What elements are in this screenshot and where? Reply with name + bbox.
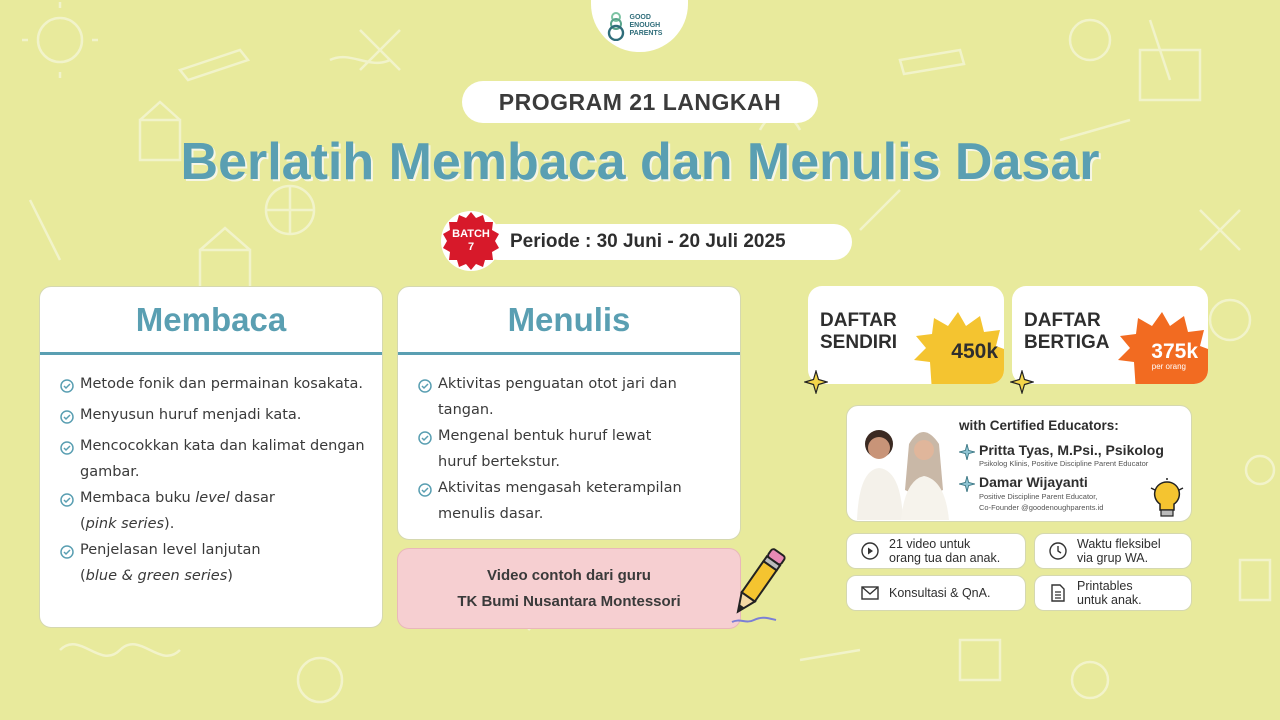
sparkle-icon bbox=[804, 370, 828, 394]
periode-text: Periode : 30 Juni - 20 Juli 2025 bbox=[510, 231, 786, 252]
list-item-text-pre: Membaca buku bbox=[80, 490, 196, 506]
educator-name: Damar Wijayanti bbox=[979, 474, 1088, 490]
educator-desc: Co-Founder @goodenoughparents.id bbox=[979, 503, 1104, 512]
educator-desc: Psikolog Klinis, Positive Discipline Parent Educator bbox=[979, 459, 1149, 468]
menulis-list bbox=[398, 355, 740, 527]
educators-title: with Certified Educators: bbox=[959, 418, 1119, 433]
price-card-bertiga[interactable] bbox=[1012, 286, 1208, 384]
sparkle-icon bbox=[959, 476, 975, 492]
list-item bbox=[418, 371, 740, 423]
list-item bbox=[418, 475, 740, 527]
list-item-text: Mengenal bentuk huruf lewat huruf bertekstur. bbox=[438, 428, 652, 470]
logo-mark-icon bbox=[606, 11, 626, 41]
list-item bbox=[418, 423, 740, 475]
price-card-sendiri[interactable] bbox=[808, 286, 1004, 384]
pencil-icon bbox=[718, 538, 798, 628]
logo-text-line1: GOOD bbox=[629, 14, 651, 21]
list-item-text: Penjelasan level lanjutan (blue & green series) bbox=[80, 542, 261, 584]
list-item-text-main: Penjelasan level lanjutan bbox=[80, 542, 261, 558]
list-item-text: Metode fonik dan permainan kosakata. bbox=[80, 376, 363, 392]
periode-pill bbox=[480, 224, 852, 260]
list-item-text: Mencocokkan kata dan kalimat dengan gambar. bbox=[80, 438, 365, 480]
list-item-text: Menyusun huruf menjadi kata. bbox=[80, 407, 302, 423]
feature-text-line1: Printables bbox=[1077, 579, 1133, 593]
video-icon bbox=[859, 542, 881, 560]
feature-mail bbox=[846, 575, 1026, 611]
check-circle-icon bbox=[60, 485, 80, 537]
batch-badge bbox=[440, 228, 502, 254]
check-circle-icon bbox=[418, 475, 438, 527]
feature-text-line2: orang tua dan anak. bbox=[889, 551, 1001, 565]
brand-logo[interactable] bbox=[591, 0, 688, 52]
lightbulb-icon bbox=[1149, 478, 1185, 522]
feature-clock bbox=[1034, 533, 1192, 569]
feature-text bbox=[1077, 537, 1161, 565]
price-label bbox=[820, 310, 897, 354]
feature-text-line2: via grup WA. bbox=[1077, 551, 1149, 565]
list-item-text: Membaca buku level dasar (pink series). bbox=[80, 490, 275, 532]
video-example-box bbox=[397, 548, 741, 629]
batch-word: BATCH bbox=[452, 228, 490, 240]
educator-desc: Positive Discipline Parent Educator, bbox=[979, 492, 1098, 501]
mail-icon bbox=[859, 586, 881, 600]
list-item-text: Aktivitas penguatan otot jari dan tangan. bbox=[438, 376, 677, 418]
list-item-text-post: dasar bbox=[229, 490, 275, 506]
program-label: PROGRAM 21 LANGKAH bbox=[462, 81, 818, 123]
check-circle-icon bbox=[60, 433, 80, 485]
list-item-text-suffix: ) bbox=[227, 568, 233, 584]
feature-text-line1: Konsultasi & QnA. bbox=[889, 586, 991, 600]
list-item-text-suffix: ). bbox=[164, 516, 175, 532]
price-value: 375k bbox=[1151, 340, 1198, 363]
price-sub: per orang bbox=[1151, 362, 1186, 371]
price-label-line1: DAFTAR bbox=[1024, 310, 1101, 331]
feature-text bbox=[889, 586, 990, 600]
video-line2: TK Bumi Nusantara Montessori bbox=[457, 592, 681, 610]
check-circle-icon bbox=[60, 402, 80, 433]
feature-printables bbox=[1034, 575, 1192, 611]
check-circle-icon bbox=[418, 423, 438, 475]
menulis-card bbox=[397, 286, 741, 540]
list-item-text-series: blue & green series bbox=[85, 568, 228, 584]
logo-text bbox=[630, 14, 674, 38]
price-label-line1: DAFTAR bbox=[820, 310, 897, 331]
video-line1: Video contoh dari guru bbox=[487, 566, 651, 584]
feature-text-line1: 21 video untuk bbox=[889, 537, 971, 551]
document-icon bbox=[1047, 584, 1069, 602]
educators-box bbox=[846, 405, 1192, 522]
price-label bbox=[1024, 310, 1110, 354]
educator-name: Pritta Tyas, M.Psi., Psikolog bbox=[979, 442, 1164, 458]
feature-video bbox=[846, 533, 1026, 569]
feature-text bbox=[1077, 579, 1142, 607]
membaca-card bbox=[39, 286, 383, 628]
page-title: Berlatih Membaca dan Menulis Dasar bbox=[180, 133, 1100, 191]
logo-text-line3: PARENTS bbox=[629, 30, 663, 37]
batch-number: 7 bbox=[467, 241, 475, 253]
list-item bbox=[60, 433, 382, 485]
check-circle-icon bbox=[60, 371, 80, 402]
list-item bbox=[60, 402, 382, 433]
price-label-line2: BERTIGA bbox=[1024, 332, 1110, 353]
membaca-list bbox=[40, 355, 382, 589]
list-item-text-em: level bbox=[195, 490, 230, 506]
feature-text-line2: untuk anak. bbox=[1077, 593, 1142, 607]
list-item bbox=[60, 537, 382, 589]
membaca-heading: Membaca bbox=[40, 287, 382, 355]
check-circle-icon bbox=[418, 371, 438, 423]
list-item-text: Aktivitas mengasah keterampilan menulis dasar. bbox=[438, 480, 682, 522]
feature-text bbox=[889, 537, 1000, 565]
logo-text-line2: ENOUGH bbox=[629, 22, 661, 29]
educators-photo bbox=[851, 410, 961, 520]
list-item-text-series: pink series bbox=[85, 516, 165, 532]
clock-icon bbox=[1047, 542, 1069, 560]
price-label-line2: SENDIRI bbox=[820, 332, 898, 353]
feature-text-line1: Waktu fleksibel bbox=[1077, 537, 1161, 551]
sparkle-icon bbox=[959, 444, 975, 460]
price-value: 450k bbox=[951, 340, 998, 363]
check-circle-icon bbox=[60, 537, 80, 589]
list-item bbox=[60, 371, 382, 402]
sparkle-icon bbox=[1010, 370, 1034, 394]
menulis-heading: Menulis bbox=[398, 287, 740, 355]
list-item bbox=[60, 485, 382, 537]
